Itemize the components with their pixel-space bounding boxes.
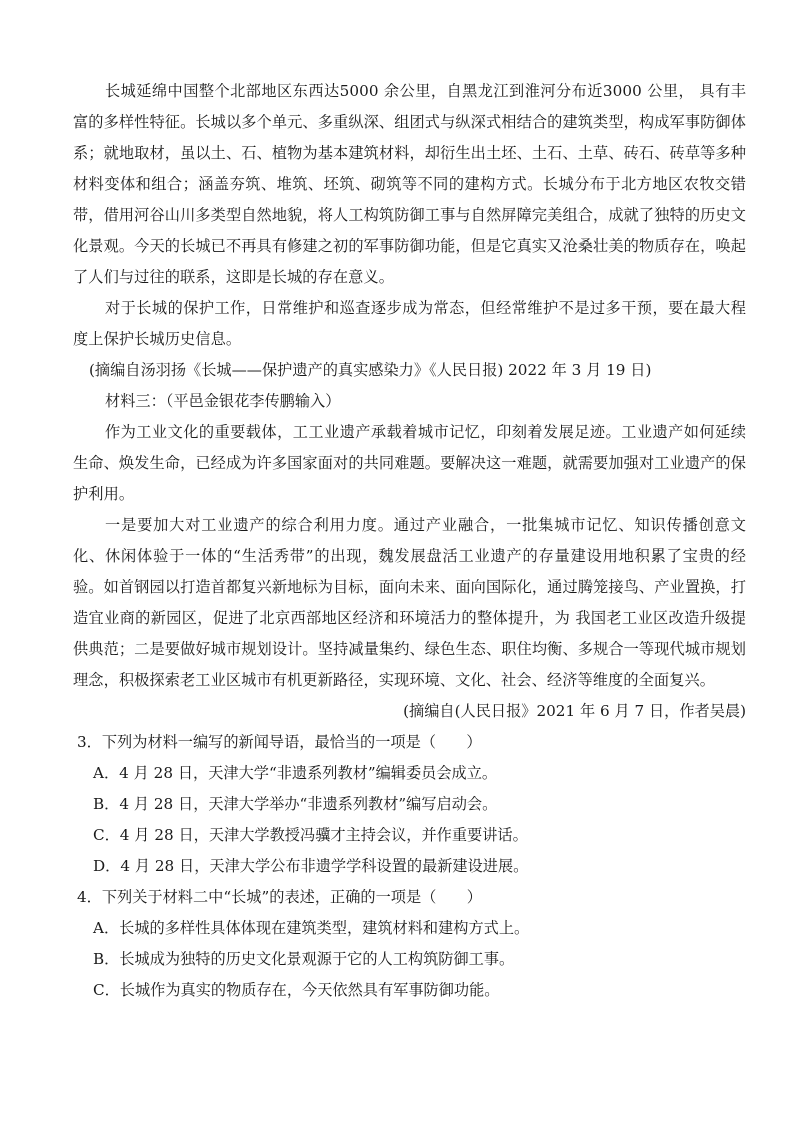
question-4-stem: 4．下列关于材料二中“长城”的表述，正确的一项是（ ） (77, 888, 482, 906)
question-4-option-c: C．长城作为真实的物质存在，今天依然具有军事防御功能。 (93, 981, 500, 999)
material3-source: (摘编自(人民日报》2021 年 6 月 7 日，作者吴晨) (403, 702, 746, 720)
question-3-option-c: C．4 月 28 日，天津大学教授冯骥才主持会议，并作重要讲话。 (93, 826, 528, 844)
material3-paragraph-2: 一是要加大对工业遗产的综合利用力度。通过产业融合，一批集城市记忆、知识传播创意文化、休闲体验于一体的“生活秀带”的出现，魏发展盘活工业遗产的存量建设用地积累了宝贵的经验。如首钢园以打造首都复兴新地标为目标，面向未来、面向国际化，通过腾笼接鸟、产业置换，打造宜业商的新园区，促进了北京西部地区经济和环境活力的整体提升，为 我国老工业区改造升级提供典范；二是要做好城市规划设计。坚持减量集约、绿色生态、职住均衡、多规合一等现代城市规划理念，积极探索老工业区城市有机更新路径，实现环境、文化、社会、经济等维度的全面复兴。 (73, 516, 746, 689)
material2-source: (摘编自汤羽扬《长城——保护遗产的真实感染力》《人民日报) 2022 年 3 月 19 日) (89, 361, 652, 379)
material2-paragraph-2: 对于长城的保护工作，日常维护和巡查逐步成为常态，但经常维护不是过多干预，要在最大程度上保护长城历史信息。 (73, 299, 746, 348)
material3-title: 材料三：（平邑金银花李传鹏输入） (105, 392, 341, 410)
material3-paragraph-1: 作为工业文化的重要载体，工工业遗产承载着城市记忆，印刻着发展足迹。工业遗产如何延续生命、焕发生命，已经成为许多国家面对的共同难题。要解决这一难题，就需要加强对工业遗产的保护利用。 (73, 423, 746, 503)
question-3-stem: 3．下列为材料一编写的新闻导语，最恰当的一项是（ ） (77, 733, 482, 751)
question-3-option-b: B．4 月 28 日，天津大学举办“非遗系列教材”编写启动会。 (93, 795, 498, 813)
question-4-option-a: A．长城的多样性具体体现在建筑类型，建筑材料和建构方式上。 (93, 919, 530, 937)
question-4-option-b: B．长城成为独特的历史文化景观源于它的人工构筑防御工事。 (93, 950, 515, 968)
question-3-option-a: A．4 月 28 日，天津大学“非遗系列教材”编辑委员会成立。 (93, 764, 498, 782)
material2-paragraph-1: 长城延绵中国整个北部地区东西达5000 余公里，自黑龙江到淮河分布近3000 公里， 具有丰富的多样性特征。长城以多个单元、多重纵深、组团式与纵深式相结合的建筑类型，构成军事防御体系；就地取材，虽以土、石、植物为基本建筑材料，却衍生出土坯、土石、土草、砖石、砖草等多种材料变体和组合；涵盖夯筑、堆筑、坯筑、砌筑等不同的建构方式。长城分布于北方地区农牧交错带，借用河谷山川多类型自然地貌，将人工构筑防御工事与自然屏障完美组合，成就了独特的历史文化景观。今天的长城已不再具有修建之初的军事防御功能，但是它真实又沧桑壮美的物质存在，唤起了人们与过往的联系，这即是长城的存在意义。 (73, 82, 746, 286)
question-3-option-d: D．4 月 28 日，天津大学公布非遗学学科设置的最新建设进展。 (93, 857, 529, 875)
